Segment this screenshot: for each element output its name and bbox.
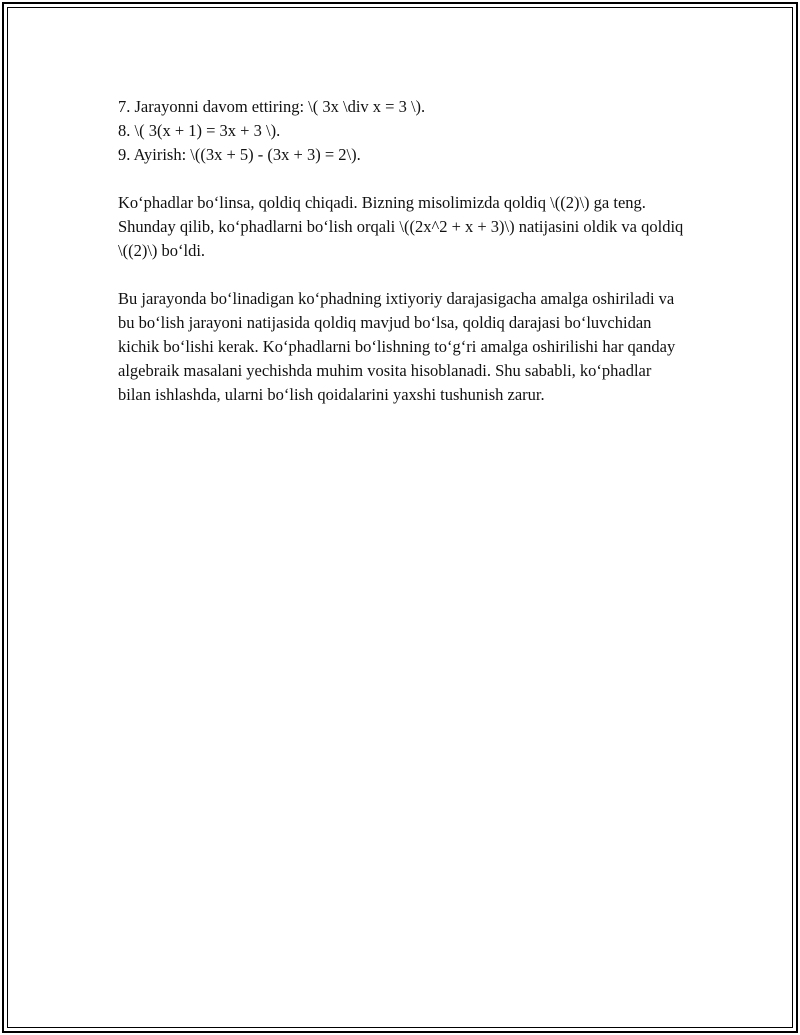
step-item: 8. \( 3(x + 1) = 3x + 3 \). (118, 121, 281, 140)
paragraph-conclusion: Bu jarayonda boʻlinadigan koʻphadning ixtiyoriy darajasigacha amalga oshiriladi va bu boʻlish jarayoni natijasida qoldiq mavjud boʻlsa, qoldiq darajasi boʻluvchidan kichik boʻlishi kerak. Koʻphadlarni boʻlishning toʻgʻri amalga oshirilishi har qanday algebraik masalani yechishda muhim vosita hisoblanadi. Shu sababli, koʻphadlar bilan ishlashda, ularni boʻlish qoidalarini yaxshi tushunish zarur. (118, 289, 676, 404)
paragraph-remainder: Koʻphadlar boʻlinsa, qoldiq chiqadi. Bizning misolimizda qoldiq \((2)\) ga teng. Shunday qilib, koʻphadlarni boʻlish orqali \((2x^2 + x + 3)\) natijasini oldik va qoldiq \((2)\) boʻldi. (118, 193, 684, 260)
step-item: 7. Jarayonni davom ettiring: \( 3x \div x = 3 \). (118, 97, 426, 116)
steps-list (118, 95, 688, 167)
document-body (118, 95, 688, 407)
step-item: 9. Ayirish: \((3x + 5) - (3x + 3) = 2\). (118, 145, 361, 164)
